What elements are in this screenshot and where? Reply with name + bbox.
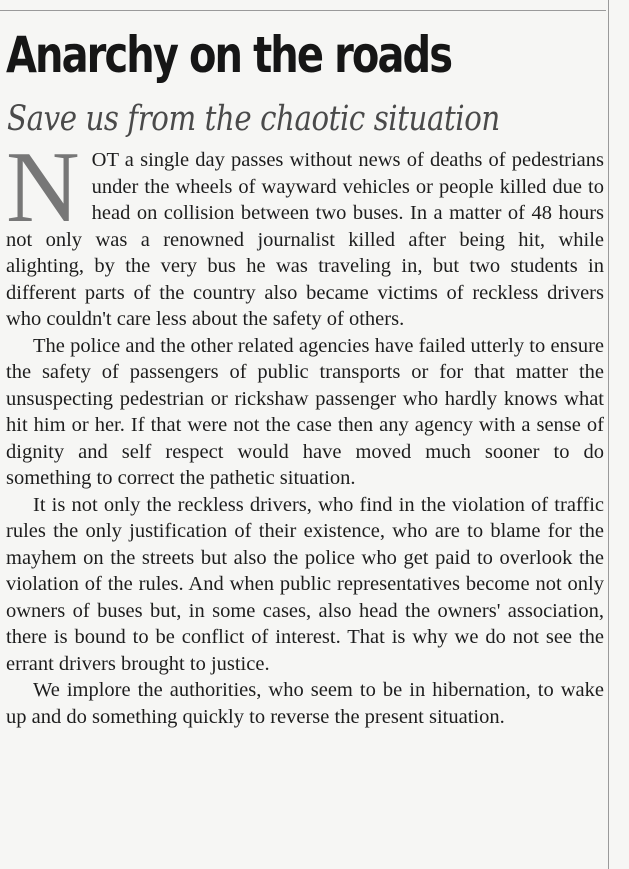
column-rule — [608, 0, 609, 869]
subheadline: Save us from the chaotic situation — [7, 99, 500, 139]
article-paragraph: The police and the other related agencies have failed utterly to ensure the safety of passengers of public transports or for that matter the unsuspecting pedestrian or rickshaw passenger who hardly knows what hit him or her. If that were not the case then any agency with a sense of dignity and self respect would have moved much sooner to do something to correct the pathetic situation. — [6, 334, 604, 489]
top-rule — [0, 10, 606, 11]
article-paragraph: It is not only the reckless drivers, who find in the violation of traffic rules the only justification of their existence, who are to blame for the mayhem on the streets but also the police who get paid to overlook the violation of the rules. And when public representatives become not only owners of buses but, in some cases, also head the owners' association, there is bound to be conflict of interest. That is why we do not see the errant drivers brought to justice. — [6, 493, 604, 675]
article-paragraph — [6, 131, 604, 333]
drop-cap: N — [6, 131, 80, 244]
article-body — [6, 131, 604, 730]
paragraph-text: OT a single day passes without news of deaths of pedestrians under the wheels of wayward vehicles or people killed due to head on collision between two buses. In a matter of 48 hours not only was a renowned journalist killed after being hit, while alighting, by the very bus he was traveling in, but two students in different parts of the country also became victims of reckless drivers who couldn't care less about the safety of others. — [6, 149, 604, 330]
headline: Anarchy on the roads — [6, 26, 452, 84]
article-paragraph: We implore the authorities, who seem to be in hibernation, to wake up and do something quickly to reverse the present situation. — [6, 679, 604, 728]
